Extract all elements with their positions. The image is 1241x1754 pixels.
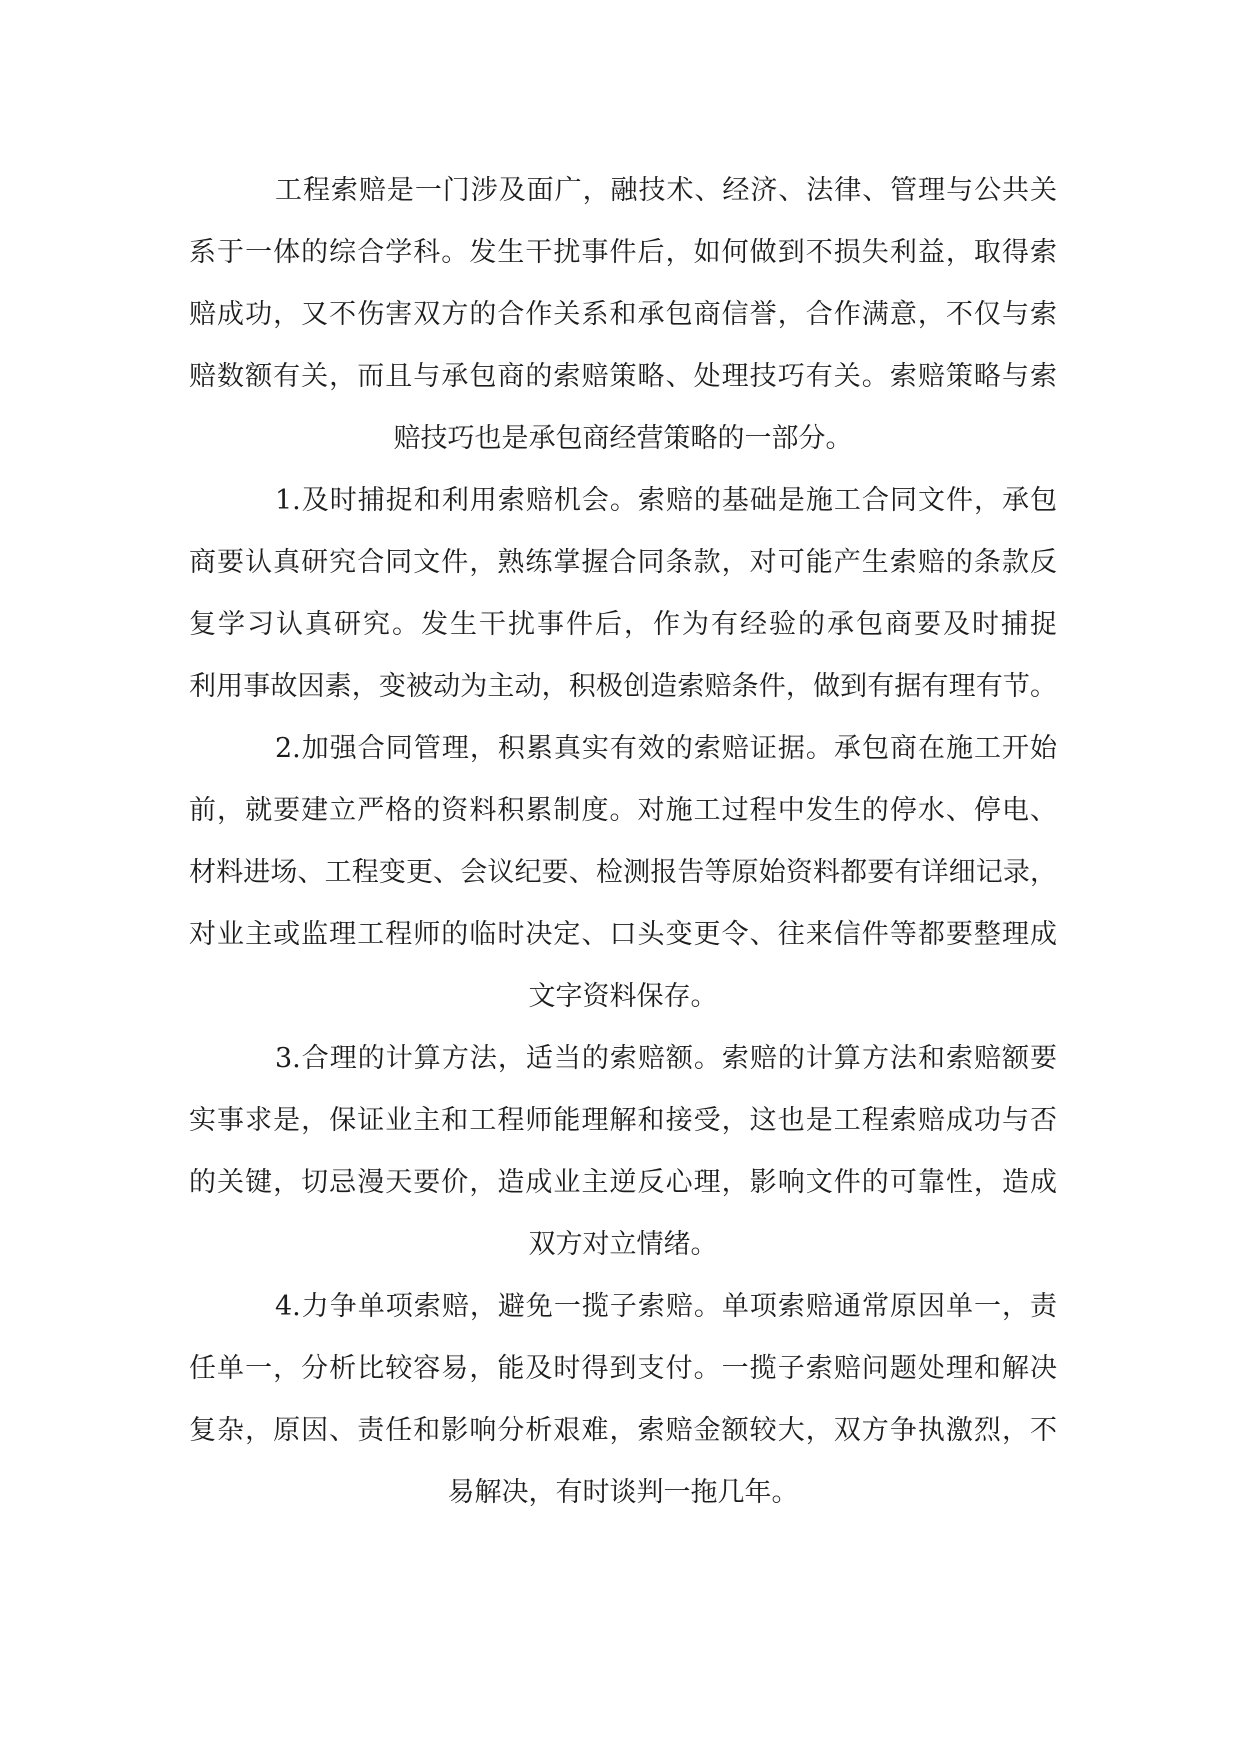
paragraph-line: 复学习认真研究。发生干扰事件后，作为有经验的承包商要及时捕捉 xyxy=(189,609,1057,640)
paragraph-line: 材料进场、工程变更、会议纪要、检测报告等原始资料都要有详细记录， xyxy=(189,857,1057,888)
paragraph-line: 2.加强合同管理，积累真实有效的索赔证据。承包商在施工开始 xyxy=(275,733,1057,764)
paragraph-intro xyxy=(189,160,1057,470)
paragraph-line: 实事求是，保证业主和工程师能理解和接受，这也是工程索赔成功与否 xyxy=(189,1105,1057,1136)
paragraph-line: 的关键，切忌漫天要价，造成业主逆反心理，影响文件的可靠性，造成 xyxy=(189,1167,1057,1198)
paragraph-line: 赔技巧也是承包商经营策略的一部分。 xyxy=(393,423,853,454)
paragraph-line: 3.合理的计算方法，适当的索赔额。索赔的计算方法和索赔额要 xyxy=(275,1043,1057,1074)
document-body xyxy=(189,160,1057,1524)
paragraph-line: 工程索赔是一门涉及面广，融技术、经济、法律、管理与公共关 xyxy=(275,175,1057,206)
paragraph-line: 易解决，有时谈判一拖几年。 xyxy=(447,1477,799,1508)
paragraph-line: 赔成功，又不伤害双方的合作关系和承包商信誉，合作满意，不仅与索 xyxy=(189,299,1057,330)
paragraph-point-2 xyxy=(189,718,1057,1028)
paragraph-point-1 xyxy=(189,470,1057,718)
paragraph-line: 双方对立情绪。 xyxy=(528,1229,718,1260)
paragraph-line: 文字资料保存。 xyxy=(528,981,718,1012)
paragraph-line: 1.及时捕捉和利用索赔机会。索赔的基础是施工合同文件，承包 xyxy=(275,485,1057,516)
paragraph-line: 系于一体的综合学科。发生干扰事件后，如何做到不损失利益，取得索 xyxy=(189,237,1057,268)
paragraph-line: 4.力争单项索赔，避免一揽子索赔。单项索赔通常原因单一，责 xyxy=(275,1291,1057,1322)
paragraph-line: 利用事故因素，变被动为主动，积极创造索赔条件，做到有据有理有节。 xyxy=(189,671,1057,702)
paragraph-line: 复杂，原因、责任和影响分析艰难，索赔金额较大，双方争执激烈，不 xyxy=(189,1415,1057,1446)
paragraph-point-4 xyxy=(189,1276,1057,1524)
paragraph-line: 前，就要建立严格的资料积累制度。对施工过程中发生的停水、停电、 xyxy=(189,795,1057,826)
paragraph-point-3 xyxy=(189,1028,1057,1276)
paragraph-line: 对业主或监理工程师的临时决定、口头变更令、往来信件等都要整理成 xyxy=(189,919,1057,950)
paragraph-line: 商要认真研究合同文件，熟练掌握合同条款，对可能产生索赔的条款反 xyxy=(189,547,1057,578)
paragraph-line: 赔数额有关，而且与承包商的索赔策略、处理技巧有关。索赔策略与索 xyxy=(189,361,1057,392)
paragraph-line: 任单一，分析比较容易，能及时得到支付。一揽子索赔问题处理和解决 xyxy=(189,1353,1057,1384)
